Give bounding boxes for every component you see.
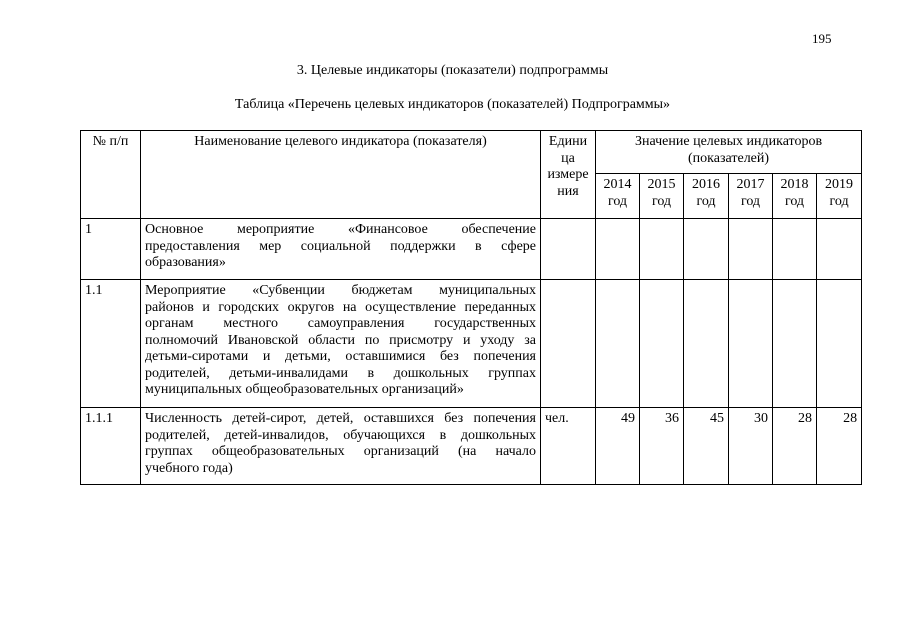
indicator-name-line: органам местного самоуправления государственных — [145, 316, 536, 332]
indicator-name — [141, 280, 541, 408]
value-cell: 36 — [640, 408, 684, 485]
indicator-name — [141, 219, 541, 280]
page-number: 195 — [812, 31, 832, 46]
row-number: 1.1 — [81, 280, 141, 408]
header-values-group: Значение целевых индикаторов (показателей) — [596, 131, 862, 174]
indicator-name-line: детьми-сиротами и детьми, оставшимися без попечения — [145, 349, 536, 365]
value-cell: 49 — [596, 408, 640, 485]
row-number: 1.1.1 — [81, 408, 141, 485]
indicator-name-line: учебного года) — [145, 460, 233, 476]
value-cell — [773, 219, 817, 280]
value-cell — [729, 219, 773, 280]
indicator-name-line: родителей, детьми-инвалидами в дошкольных группах — [145, 365, 536, 381]
header-indicator-name: Наименование целевого индикатора (показателя) — [141, 131, 541, 219]
unit-cell — [541, 219, 596, 280]
value-cell — [596, 219, 640, 280]
indicator-name-line: Мероприятие «Субвенции бюджетам муниципальных — [145, 283, 536, 298]
header-year: 2015 год — [640, 174, 684, 219]
value-cell: 45 — [684, 408, 729, 485]
value-cell: 28 — [773, 408, 817, 485]
value-cell: 30 — [729, 408, 773, 485]
unit-cell: чел. — [541, 408, 596, 485]
indicator-name-line: районов и городских округов на осуществление переданных — [145, 299, 536, 315]
header-number: № п/п — [81, 131, 141, 219]
indicator-name-line: предоставления мер социальной поддержки в сфере — [145, 238, 536, 254]
value-cell — [773, 280, 817, 408]
header-year: 2018 год — [773, 174, 817, 219]
indicator-name-line: Численность детей-сирот, детей, оставшихся без попечения — [145, 411, 536, 426]
table-header-row — [81, 131, 862, 174]
header-year: 2016 год — [684, 174, 729, 219]
header-year: 2017 год — [729, 174, 773, 219]
header-year: 2014 год — [596, 174, 640, 219]
row-number: 1 — [81, 219, 141, 280]
table-row — [81, 219, 862, 280]
table-row — [81, 280, 862, 408]
table-row — [81, 408, 862, 485]
value-cell — [684, 280, 729, 408]
value-cell: 28 — [817, 408, 862, 485]
table-caption: Таблица «Перечень целевых индикаторов (показателей) Подпрограммы» — [234, 97, 671, 112]
indicator-name-line: муниципальных общеобразовательных организаций» — [145, 382, 464, 398]
value-cell — [596, 280, 640, 408]
header-year: 2019 год — [817, 174, 862, 219]
value-cell — [640, 219, 684, 280]
indicator-name-line: родителей, детей-инвалидов, обучающихся в дошкольных — [145, 427, 536, 443]
section-title: 3. Целевые индикаторы (показатели) подпрограммы — [296, 63, 609, 78]
value-cell — [817, 280, 862, 408]
indicator-name — [141, 408, 541, 485]
header-unit: Едини ца измере ния — [541, 131, 596, 219]
value-cell — [684, 219, 729, 280]
indicator-name-line: образования» — [145, 255, 226, 271]
indicator-name-line: Основное мероприятие «Финансовое обеспечение — [145, 222, 536, 237]
unit-cell — [541, 280, 596, 408]
indicator-name-line: полномочий Ивановской области по присмотру и уходу за — [145, 332, 536, 348]
value-cell — [729, 280, 773, 408]
value-cell — [640, 280, 684, 408]
indicator-name-line: группах общеобразовательных организаций (на начало — [145, 444, 536, 460]
value-cell — [817, 219, 862, 280]
indicators-table — [80, 130, 862, 485]
